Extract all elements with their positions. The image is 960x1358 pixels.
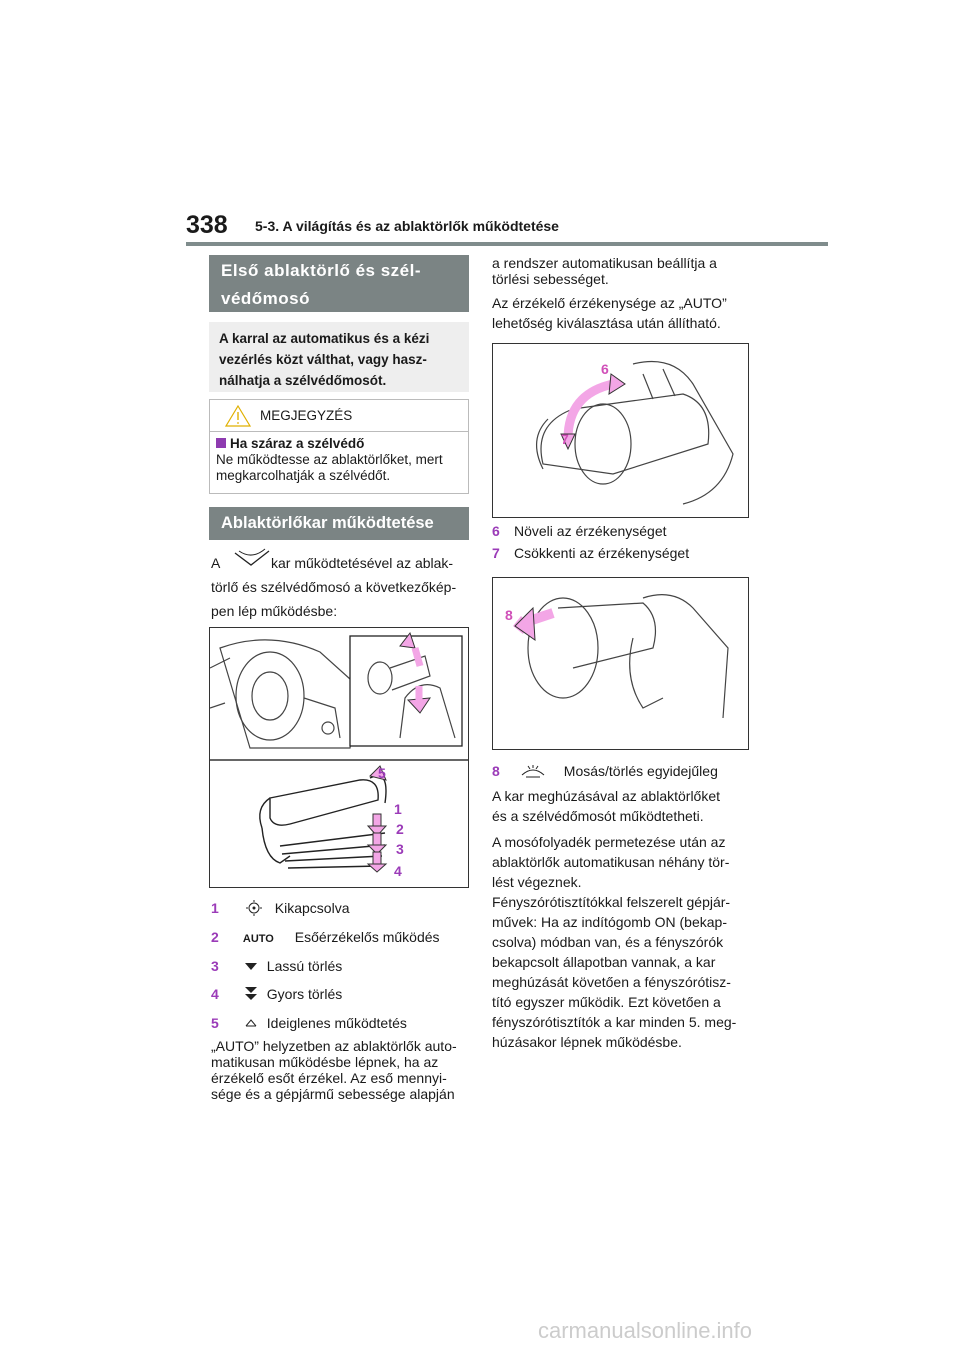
fig1-label-3: 3 xyxy=(396,841,404,857)
right-line-3: A mosófolyadék permetezése után az xyxy=(492,834,726,850)
wash-wipe-icon xyxy=(518,763,548,779)
heading-line-1: Első ablaktörlő és szél- xyxy=(221,261,422,280)
wash-paragraph xyxy=(492,786,757,1052)
note-line-1: Ne működtesse az ablaktörlőket, mert xyxy=(216,452,443,467)
fig1-label-2: 2 xyxy=(396,821,404,837)
figure-sensitivity-dial xyxy=(492,343,749,518)
right-line-4: ablaktörlők automatikusan néhány tör- xyxy=(492,854,730,870)
item-text: Növeli az érzékenységet xyxy=(514,523,667,539)
item-number: 1 xyxy=(211,900,219,916)
intro-line-1: A karral az automatikus és a kézi xyxy=(219,331,430,346)
fig1-label-5: 5 xyxy=(378,765,386,781)
bullet-square-icon xyxy=(216,438,226,448)
item-number: 8 xyxy=(492,763,500,779)
item-text: Ideiglenes működtetés xyxy=(266,1015,407,1031)
lever-line-3: pen lép működésbe: xyxy=(211,603,338,619)
page-number: 338 xyxy=(186,211,228,239)
right-top-line-2: törlési sebességet. xyxy=(492,271,609,287)
auto-line-4: sége és a gépjármű sebessége alapján xyxy=(211,1086,455,1102)
item-number: 3 xyxy=(211,958,219,974)
note-line-2: megkarcolhatják a szélvédőt. xyxy=(216,468,391,483)
section-heading-wiper-lever: Ablaktörlőkar működtetése xyxy=(209,507,469,540)
fig2-label-6: 6 xyxy=(601,361,609,377)
right-line-10: meghúzását követően a fényszórótisz- xyxy=(492,974,731,990)
right-line-13: húzásakor lépnek működésbe. xyxy=(492,1034,682,1050)
double-chevron-icon xyxy=(243,986,259,1002)
right-line-5: lést végeznek. xyxy=(492,874,582,890)
item-number: 4 xyxy=(211,986,219,1002)
sensitivity-paragraph xyxy=(492,255,754,333)
item-text: Kikapcsolva xyxy=(274,900,350,916)
item-text: Gyors törlés xyxy=(266,986,343,1002)
intro-line-2: vezérlés közt válthat, vagy hasz- xyxy=(219,352,427,367)
lever-line-2: törlő és szélvédőmosó a következőkép- xyxy=(211,579,457,595)
right-top-line-1: a rendszer automatikusan beállítja a xyxy=(492,255,717,271)
lever-illustration xyxy=(210,628,468,887)
right-line-6: Fényszórótisztítókkal felszerelt gépjár- xyxy=(492,894,731,910)
item-text: Lassú törlés xyxy=(266,958,343,974)
auto-line-3: érzékelő esőt érzékel. Az eső mennyi- xyxy=(211,1070,447,1086)
item-text: Mosás/törlés egyidejűleg xyxy=(563,763,718,779)
wiper-icon xyxy=(231,547,273,569)
right-line-8: csolva) módban van, és a fényszórók xyxy=(492,934,724,950)
fig1-label-4: 4 xyxy=(394,863,402,879)
auto-icon: AUTO xyxy=(242,933,274,945)
up-chevron-icon xyxy=(243,1017,259,1029)
lever-post: kar működtetésével az ablak- xyxy=(271,555,454,571)
lever-paragraph xyxy=(211,553,471,621)
list-item xyxy=(211,958,342,974)
item-number: 7 xyxy=(492,545,500,561)
list-item xyxy=(211,929,440,945)
note-box xyxy=(209,399,469,494)
watermark: carmanualsonline.info xyxy=(538,1318,753,1343)
fig1-label-1: 1 xyxy=(394,801,402,817)
figure-wash-pull xyxy=(492,577,749,750)
item-number: 6 xyxy=(492,523,500,539)
list-item xyxy=(492,545,689,561)
right-top-line-3: Az érzékelő érzékenysége az „AUTO” xyxy=(492,295,727,311)
right-line-9: bekapcsolt állapotban vannak, a kar xyxy=(492,954,716,970)
list-item xyxy=(211,1015,407,1031)
right-line-11: tító egyszer működik. Ezt követően a xyxy=(492,994,721,1010)
item-number: 5 xyxy=(211,1015,219,1031)
warning-icon xyxy=(225,404,251,427)
single-chevron-icon xyxy=(243,960,259,972)
header-divider xyxy=(186,242,828,246)
right-line-2: és a szélvédőmosót működtetheti. xyxy=(492,808,704,824)
intro-box xyxy=(209,322,469,392)
right-top-line-4: lehetőség kiválasztása után állítható. xyxy=(492,315,721,331)
auto-line-2: matikusan működésbe lépnek, ha az xyxy=(211,1054,439,1070)
list-item xyxy=(492,523,667,539)
section-title: 5-3. A világítás és az ablaktörlők működtetése xyxy=(255,218,559,234)
right-line-7: művek: Ha az indítógomb ON (bekap- xyxy=(492,914,727,930)
heading-line-2: védőmosó xyxy=(221,289,311,308)
lever-pre: A xyxy=(211,555,221,571)
auto-line-1: „AUTO” helyzetben az ablaktörlők auto- xyxy=(211,1038,457,1054)
auto-paragraph xyxy=(211,1038,473,1102)
pull-illustration xyxy=(493,578,748,749)
item-text: Esőérzékelős működés xyxy=(294,929,440,945)
list-item xyxy=(492,763,718,779)
fig3-label-8: 8 xyxy=(505,607,513,623)
right-line-1: A kar meghúzásával az ablaktörlőket xyxy=(492,788,721,804)
note-header xyxy=(210,400,468,432)
item-number: 2 xyxy=(211,929,219,945)
figure-wiper-lever-positions xyxy=(209,627,469,888)
list-item xyxy=(211,986,342,1002)
fig2-label-7: 7 xyxy=(561,431,569,447)
off-icon xyxy=(243,900,265,916)
item-text: Csökkenti az érzékenységet xyxy=(514,545,690,561)
dial-illustration xyxy=(493,344,748,517)
right-line-12: fényszórótisztítók a kar minden 5. meg- xyxy=(492,1014,737,1030)
section-heading-front-wiper xyxy=(209,255,469,312)
note-label: MEGJEGYZÉS xyxy=(260,408,353,423)
list-item xyxy=(211,900,349,916)
note-subhead: Ha száraz a szélvédő xyxy=(230,436,365,451)
intro-line-3: nálhatja a szélvédőmosót. xyxy=(219,373,387,388)
